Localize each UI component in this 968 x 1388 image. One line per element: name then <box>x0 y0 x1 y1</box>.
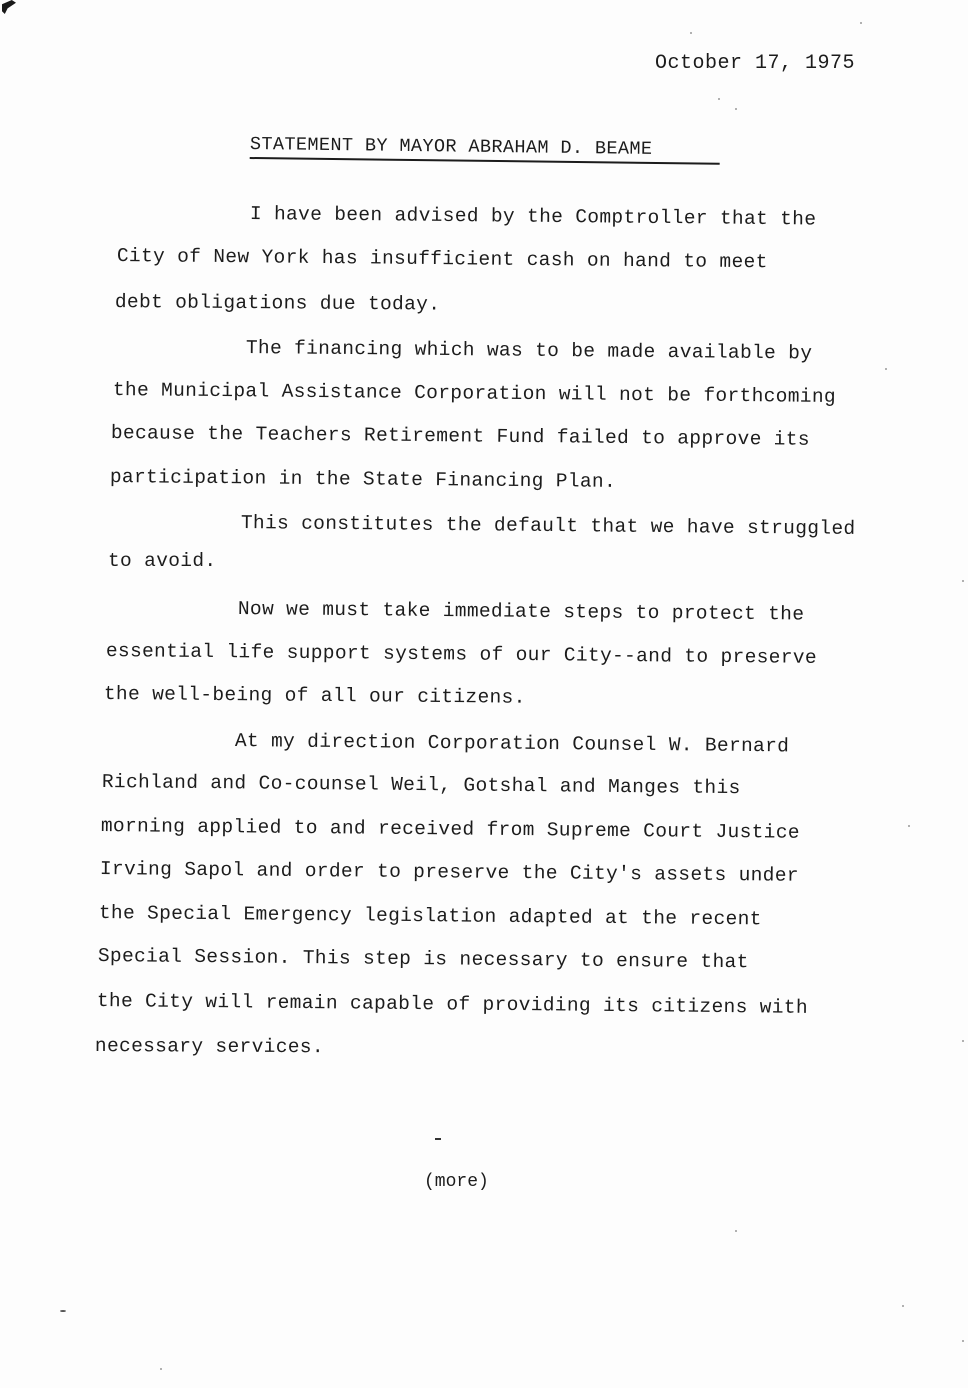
scan-speck <box>962 1340 964 1342</box>
paragraph-5-line-7: the City will remain capable of providing its citizens with <box>96 990 809 1019</box>
paragraph-5-line-5: the Special Emergency legislation adapted at the recent <box>98 902 762 931</box>
paragraph-4-line-1: Now we must take immediate steps to protect the <box>237 598 805 626</box>
scan-speck <box>908 825 910 827</box>
paragraph-5-line-6: Special Session. This step is necessary to ensure that <box>97 945 749 974</box>
paragraph-3-line-1: This constitutes the default that we have struggled <box>240 512 856 540</box>
page-mark-dash <box>435 1138 441 1140</box>
scan-speck <box>60 1310 66 1312</box>
scan-speck <box>735 1230 737 1232</box>
scan-corner-mark <box>2 0 16 14</box>
paragraph-4-line-3: the well-being of all our citizens. <box>103 683 526 709</box>
paragraph-1-line-3: debt obligations due today. <box>114 291 441 316</box>
scan-speck <box>962 1040 964 1042</box>
scan-speck <box>160 1368 162 1370</box>
paragraph-2-line-1: The financing which was to be made available by <box>245 337 813 365</box>
scan-speck <box>690 32 692 34</box>
paragraph-2-line-3: because the Teachers Retirement Fund failed to approve its <box>110 422 810 451</box>
paragraph-1-line-2: City of New York has insufficient cash on hand to meet <box>116 245 768 274</box>
scan-speck <box>962 580 964 582</box>
paragraph-1-line-1: I have been advised by the Comptroller that the <box>249 203 817 231</box>
document-title: STATEMENT BY MAYOR ABRAHAM D. BEAME <box>250 134 720 165</box>
paragraph-5-line-2: Richland and Co-counsel Weil, Gotshal and Manges this <box>101 771 741 800</box>
paragraph-5-line-8: necessary services. <box>94 1035 324 1059</box>
scan-speck <box>860 22 862 24</box>
scan-speck <box>902 1305 904 1307</box>
paragraph-3-line-2: to avoid. <box>108 550 217 572</box>
paragraph-2-line-4: participation in the State Financing Plan. <box>109 466 617 493</box>
scan-speck <box>885 368 887 370</box>
paragraph-5-line-1: At my direction Corporation Counsel W. Bernard <box>234 730 790 758</box>
scan-speck <box>718 98 720 100</box>
continuation-marker: (more) <box>424 1172 489 1192</box>
paragraph-4-line-2: essential life support systems of our City--and to preserve <box>105 640 818 669</box>
paragraph-5-line-3: morning applied to and received from Supreme Court Justice <box>100 815 800 844</box>
scan-speck <box>735 108 737 110</box>
paragraph-5-line-4: Irving Sapol and order to preserve the City's assets under <box>99 858 799 887</box>
paragraph-2-line-2: the Municipal Assistance Corporation will not be forthcoming <box>112 379 837 408</box>
document-date: October 17, 1975 <box>655 52 856 75</box>
